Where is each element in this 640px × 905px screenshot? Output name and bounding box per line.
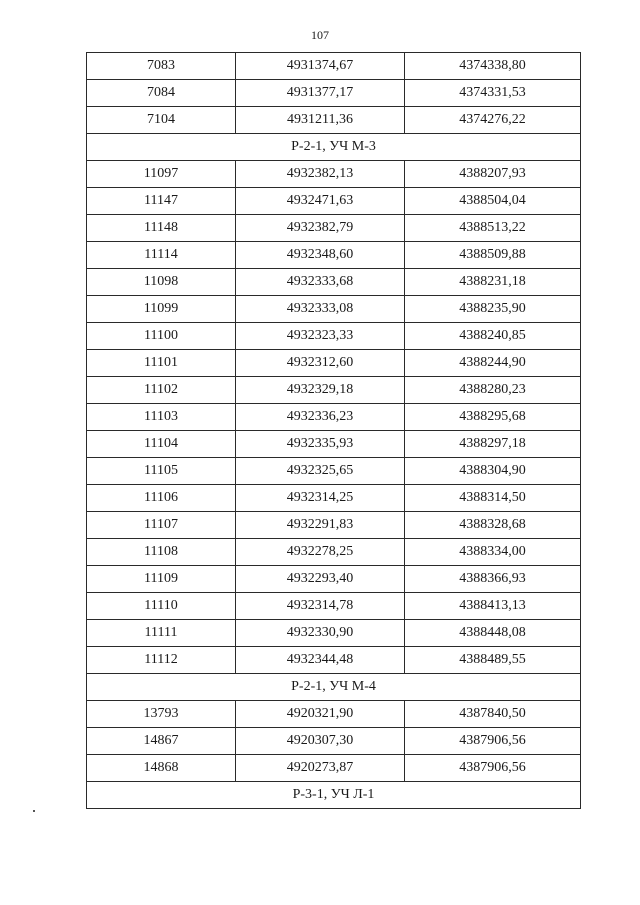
point-number-cell: 11110 [87,593,236,620]
table-row [87,161,581,188]
point-number-cell: 13793 [87,701,236,728]
y-coordinate-cell: 4388413,13 [405,593,581,620]
y-coordinate-cell: 4388328,68 [405,512,581,539]
table-row [87,80,581,107]
x-coordinate-cell: 4932335,93 [236,431,405,458]
table-row [87,215,581,242]
table-row [87,404,581,431]
x-coordinate-cell: 4931374,67 [236,53,405,80]
scan-speck [33,810,35,812]
section-title: Р-3-1, УЧ Л-1 [87,782,581,809]
point-number-cell: 14868 [87,755,236,782]
point-number-cell: 11098 [87,269,236,296]
table-row [87,350,581,377]
y-coordinate-cell: 4387840,50 [405,701,581,728]
table-row [87,539,581,566]
point-number-cell: 11109 [87,566,236,593]
y-coordinate-cell: 4388235,90 [405,296,581,323]
y-coordinate-cell: 4388304,90 [405,458,581,485]
y-coordinate-cell: 4388366,93 [405,566,581,593]
point-number-cell: 11097 [87,161,236,188]
coordinates-table-body [87,53,581,809]
x-coordinate-cell: 4932325,65 [236,458,405,485]
y-coordinate-cell: 4388489,55 [405,647,581,674]
x-coordinate-cell: 4932336,23 [236,404,405,431]
x-coordinate-cell: 4932323,33 [236,323,405,350]
y-coordinate-cell: 4388297,18 [405,431,581,458]
x-coordinate-cell: 4932330,90 [236,620,405,647]
point-number-cell: 11099 [87,296,236,323]
y-coordinate-cell: 4388240,85 [405,323,581,350]
y-coordinate-cell: 4387906,56 [405,728,581,755]
y-coordinate-cell: 4374331,53 [405,80,581,107]
x-coordinate-cell: 4932278,25 [236,539,405,566]
x-coordinate-cell: 4932382,13 [236,161,405,188]
table-row [87,53,581,80]
y-coordinate-cell: 4388509,88 [405,242,581,269]
table-row [87,512,581,539]
point-number-cell: 11101 [87,350,236,377]
point-number-cell: 11103 [87,404,236,431]
point-number-cell: 11104 [87,431,236,458]
x-coordinate-cell: 4932471,63 [236,188,405,215]
point-number-cell: 7083 [87,53,236,80]
point-number-cell: 7104 [87,107,236,134]
page-number: 107 [311,28,329,42]
x-coordinate-cell: 4932329,18 [236,377,405,404]
y-coordinate-cell: 4388207,93 [405,161,581,188]
table-row [87,647,581,674]
y-coordinate-cell: 4388314,50 [405,485,581,512]
x-coordinate-cell: 4932333,68 [236,269,405,296]
table-row [87,485,581,512]
table-row [87,458,581,485]
x-coordinate-cell: 4932344,48 [236,647,405,674]
section-title: Р-2-1, УЧ М-4 [87,674,581,701]
x-coordinate-cell: 4932314,78 [236,593,405,620]
y-coordinate-cell: 4388448,08 [405,620,581,647]
y-coordinate-cell: 4388280,23 [405,377,581,404]
x-coordinate-cell: 4932314,25 [236,485,405,512]
point-number-cell: 11108 [87,539,236,566]
y-coordinate-cell: 4374276,22 [405,107,581,134]
table-row [87,377,581,404]
x-coordinate-cell: 4920273,87 [236,755,405,782]
y-coordinate-cell: 4374338,80 [405,53,581,80]
point-number-cell: 7084 [87,80,236,107]
section-header-row [87,134,581,161]
point-number-cell: 11148 [87,215,236,242]
point-number-cell: 11112 [87,647,236,674]
table-row [87,242,581,269]
y-coordinate-cell: 4388504,04 [405,188,581,215]
point-number-cell: 11100 [87,323,236,350]
x-coordinate-cell: 4932291,83 [236,512,405,539]
section-header-row [87,782,581,809]
table-row [87,323,581,350]
point-number-cell: 11102 [87,377,236,404]
table-row [87,107,581,134]
table-row [87,296,581,323]
point-number-cell: 11147 [87,188,236,215]
table-row [87,593,581,620]
point-number-cell: 11111 [87,620,236,647]
table-row [87,701,581,728]
table-row [87,566,581,593]
y-coordinate-cell: 4387906,56 [405,755,581,782]
point-number-cell: 11105 [87,458,236,485]
y-coordinate-cell: 4388231,18 [405,269,581,296]
table-row [87,269,581,296]
table-row [87,620,581,647]
y-coordinate-cell: 4388295,68 [405,404,581,431]
x-coordinate-cell: 4920321,90 [236,701,405,728]
x-coordinate-cell: 4931377,17 [236,80,405,107]
coordinates-table [86,52,581,809]
y-coordinate-cell: 4388334,00 [405,539,581,566]
point-number-cell: 11107 [87,512,236,539]
table-row [87,188,581,215]
table-row [87,431,581,458]
point-number-cell: 11114 [87,242,236,269]
point-number-cell: 14867 [87,728,236,755]
x-coordinate-cell: 4932333,08 [236,296,405,323]
x-coordinate-cell: 4932382,79 [236,215,405,242]
section-title: Р-2-1, УЧ М-3 [87,134,581,161]
point-number-cell: 11106 [87,485,236,512]
y-coordinate-cell: 4388244,90 [405,350,581,377]
section-header-row [87,674,581,701]
x-coordinate-cell: 4932348,60 [236,242,405,269]
x-coordinate-cell: 4920307,30 [236,728,405,755]
table-row [87,755,581,782]
x-coordinate-cell: 4931211,36 [236,107,405,134]
y-coordinate-cell: 4388513,22 [405,215,581,242]
table-row [87,728,581,755]
x-coordinate-cell: 4932293,40 [236,566,405,593]
x-coordinate-cell: 4932312,60 [236,350,405,377]
